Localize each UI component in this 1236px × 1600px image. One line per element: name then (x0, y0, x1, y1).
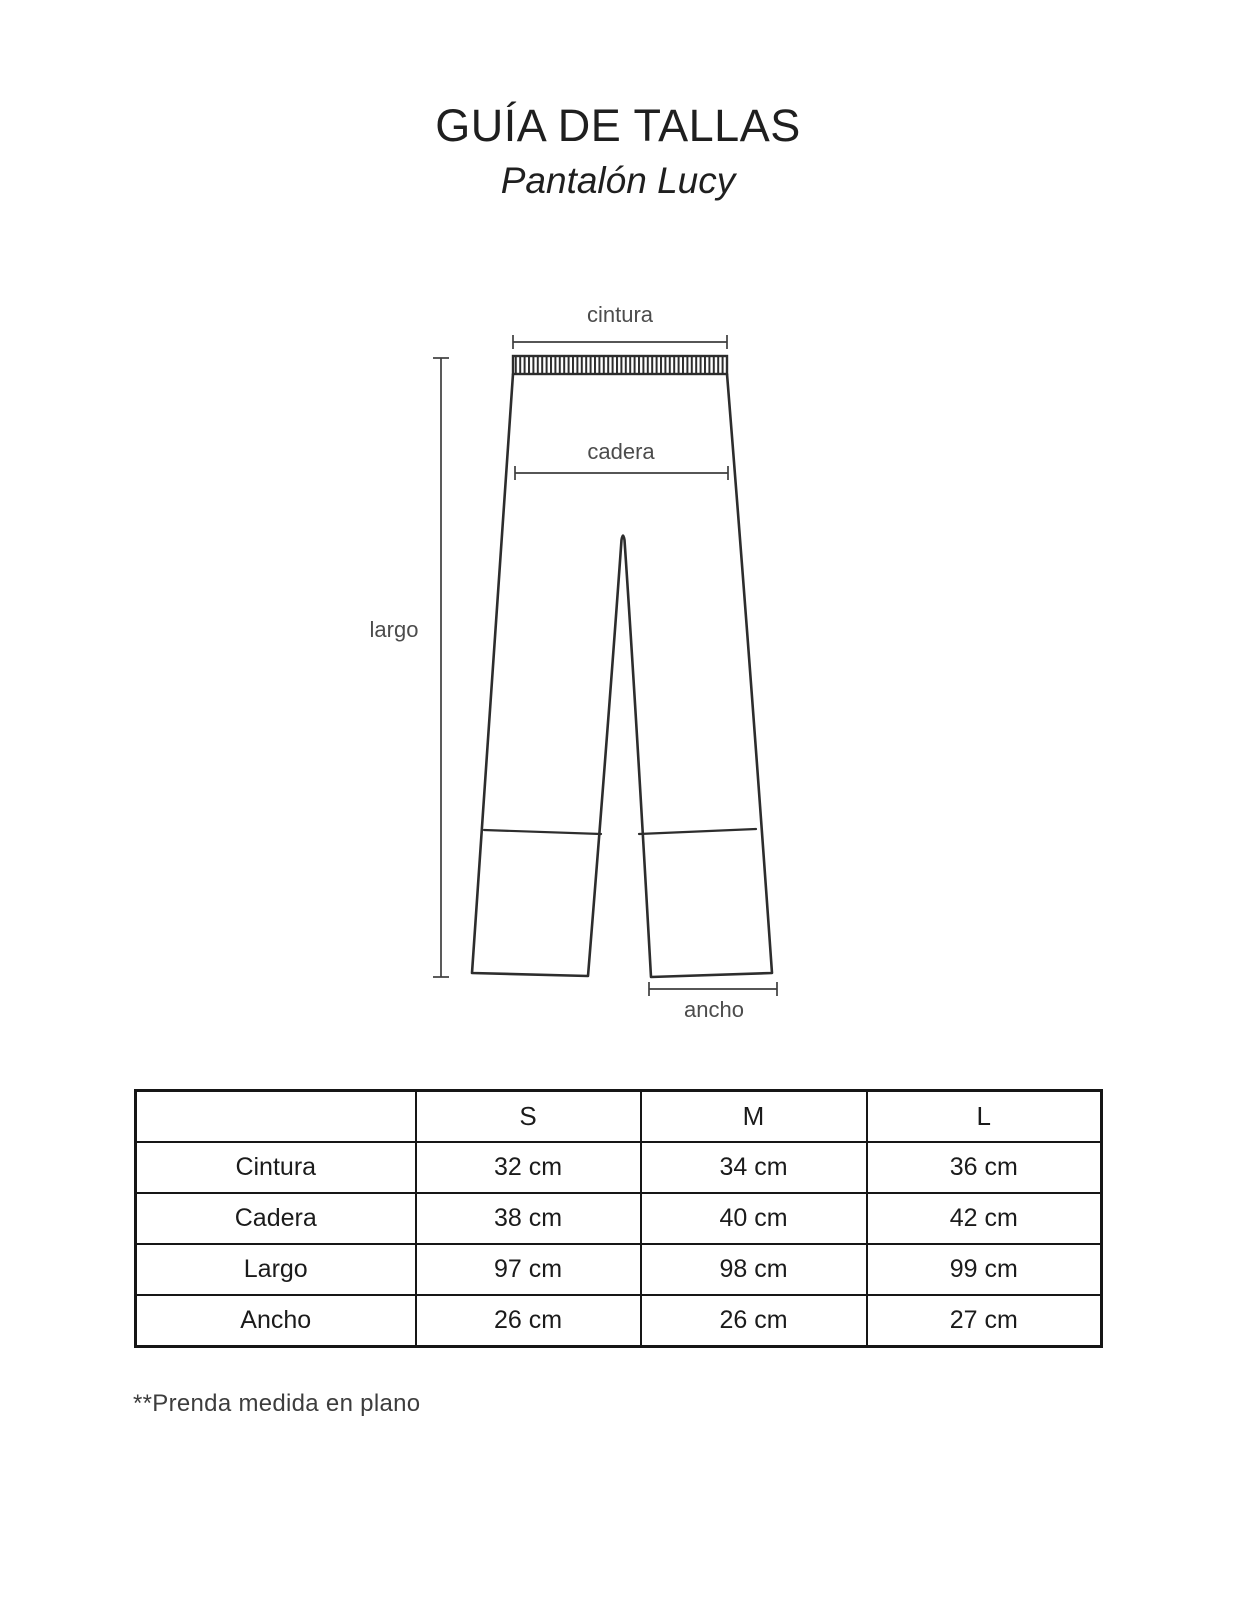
cell-ancho-s: 26 cm (416, 1295, 641, 1347)
pants-outline (472, 374, 772, 977)
table-row-cadera (136, 1193, 1102, 1244)
cell-cadera-l: 42 cm (867, 1193, 1102, 1244)
table-row-ancho (136, 1295, 1102, 1347)
row-label: Cadera (136, 1193, 416, 1244)
table-row-cintura (136, 1142, 1102, 1193)
cell-cadera-m: 40 cm (641, 1193, 867, 1244)
cell-cintura-m: 34 cm (641, 1142, 867, 1193)
row-label: Cintura (136, 1142, 416, 1193)
size-table-header-row (136, 1091, 1102, 1143)
ancho-label: ancho (684, 997, 744, 1022)
pants-waistband (513, 356, 727, 374)
cadera-measure-line (515, 466, 728, 480)
cell-largo-l: 99 cm (867, 1244, 1102, 1295)
knee-seam-right (639, 829, 756, 834)
cell-largo-m: 98 cm (641, 1244, 867, 1295)
table-row-largo (136, 1244, 1102, 1295)
cadera-label: cadera (587, 439, 655, 464)
cell-largo-s: 97 cm (416, 1244, 641, 1295)
largo-label: largo (369, 617, 419, 642)
page-title: GUÍA DE TALLAS (435, 100, 801, 151)
ancho-measure-line (649, 982, 777, 996)
largo-measure-line (433, 358, 449, 977)
page-subtitle: Pantalón Lucy (500, 160, 736, 201)
cell-cadera-s: 38 cm (416, 1193, 641, 1244)
cell-ancho-l: 27 cm (867, 1295, 1102, 1347)
measurement-footnote: **Prenda medida en plano (133, 1390, 421, 1417)
header-cell-size-l: L (867, 1091, 1102, 1143)
row-label: Ancho (136, 1295, 416, 1347)
header-cell-empty (136, 1091, 416, 1143)
cell-cintura-l: 36 cm (867, 1142, 1102, 1193)
header-cell-size-m: M (641, 1091, 867, 1143)
size-table (134, 1089, 1103, 1348)
cintura-label: cintura (586, 302, 654, 327)
knee-seam-left (484, 830, 601, 834)
header-cell-size-s: S (416, 1091, 641, 1143)
row-label: Largo (136, 1244, 416, 1295)
cell-cintura-s: 32 cm (416, 1142, 641, 1193)
cintura-measure-line (513, 335, 727, 349)
cell-ancho-m: 26 cm (641, 1295, 867, 1347)
